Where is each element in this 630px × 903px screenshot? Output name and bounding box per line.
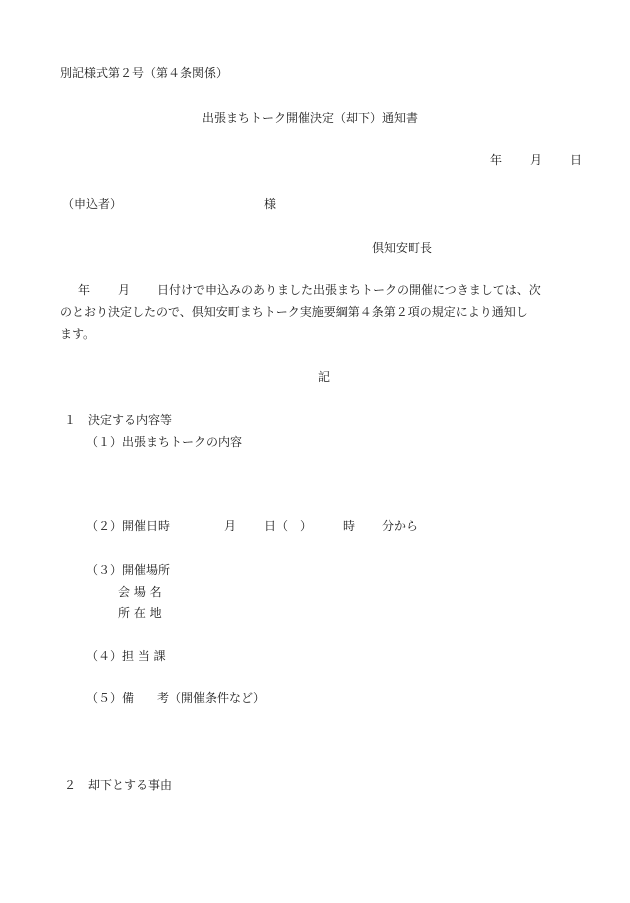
section-1-heading: １ 決定する内容等 (64, 413, 173, 427)
form-label: 別記様式第２号（第４条関係） (60, 66, 229, 80)
item-4-department: （４）担 当 課 (86, 649, 166, 663)
section-2-heading: ２ 却下とする事由 (64, 778, 173, 792)
item-3-label: （３）開催場所 (86, 563, 171, 577)
body-text-1: 日付けで申込みのありました出張まちトークの開催につきましては、次 (157, 283, 541, 297)
date-day: 日 (570, 153, 583, 167)
item-2-hour: 時 (343, 519, 356, 533)
item-2-label: （２）開催日時 (86, 519, 171, 533)
body-year: 年 (78, 283, 91, 297)
body-line-2: のとおり決定したので、倶知安町まちトーク実施要綱第４条第２項の規定により通知し (60, 305, 528, 319)
item-2-month: 月 (224, 519, 237, 533)
body-line-3: ます。 (60, 327, 96, 341)
item-1-content: （１）出張まちトークの内容 (86, 435, 243, 449)
recipient-honorific: 様 (264, 197, 277, 211)
item-3-venue: 会 場 名 (118, 585, 162, 599)
ki-marker: 記 (318, 370, 331, 384)
sender-name: 倶知安町長 (372, 241, 433, 255)
item-5-label: （５）備 (86, 691, 135, 705)
date-month: 月 (530, 153, 543, 167)
body-month: 月 (118, 283, 131, 297)
item-5-label-rest: 考（開催条件など） (157, 691, 266, 705)
recipient-label: （申込者） (62, 197, 123, 211)
item-3-address: 所 在 地 (118, 606, 162, 620)
document-title: 出張まちトーク開催決定（却下）通知書 (202, 111, 419, 125)
item-2-minute: 分から (382, 519, 419, 533)
date-year: 年 (490, 153, 503, 167)
item-2-day: 日（ ） (264, 519, 313, 533)
